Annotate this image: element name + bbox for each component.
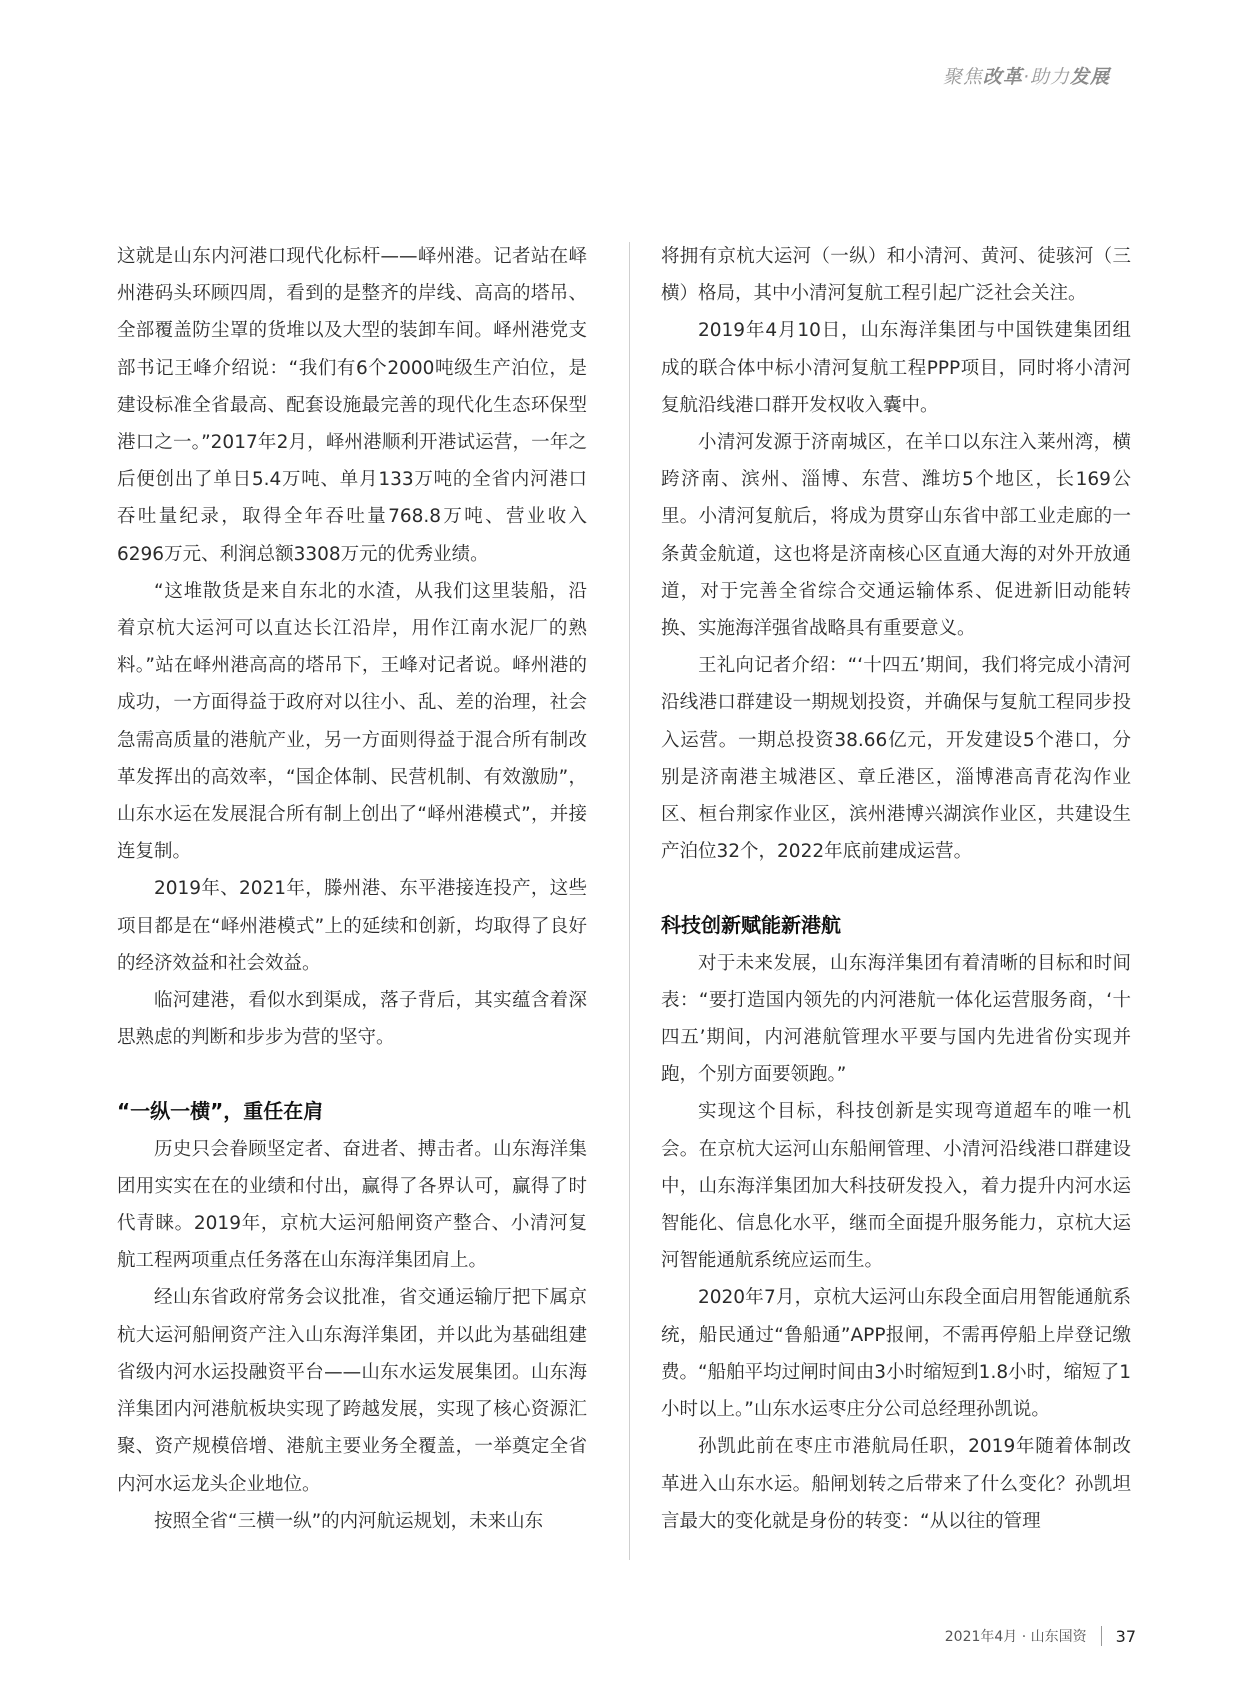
header-prefix: 聚焦 bbox=[942, 66, 983, 88]
header-bold-1: 改革 bbox=[982, 66, 1023, 88]
header-bold-2: 发展 bbox=[1069, 66, 1110, 88]
left-column bbox=[117, 238, 587, 1540]
section-header bbox=[943, 62, 1110, 89]
right-column bbox=[661, 238, 1131, 1540]
paragraph: 临河建港，看似水到渠成，落子背后，其实蕴含着深思熟虑的判断和步步为营的坚守。 bbox=[117, 990, 587, 1049]
paragraph: 这就是山东内河港口现代化标杆——峄州港。记者站在峄州港码头环顾四周，看到的是整齐的岸线、高高的塔吊、全部覆盖防尘罩的货堆以及大型的装卸车间。峄州港党支部书记王峰介绍说：“我们有6个2000吨级生产泊位，是建设标准全省最高、配套设施最完善的现代化生态环保型港口之一。”2017年2月，峄州港顺利开港试运营，一年之后便创出了单日5.4万吨、单月133万吨的全省内河港口吞吐量纪录，取得全年吞吐量768.8万吨、营业收入6296万元、利润总额3308万元的优秀业绩。 bbox=[117, 246, 587, 565]
paragraph: 对于未来发展，山东海洋集团有着清晰的目标和时间表：“要打造国内领先的内河港航一体化运营服务商，‘十四五’期间，内河港航管理水平要与国内先进省份实现并跑，个别方面要领跑。” bbox=[661, 952, 1131, 1086]
paragraph: 按照全省“三横一纵”的内河航运规划，未来山东 bbox=[154, 1510, 544, 1532]
page-number: 37 bbox=[1115, 1626, 1136, 1646]
section-gap bbox=[661, 870, 1131, 907]
paragraph: 历史只会眷顾坚定者、奋进者、搏击者。山东海洋集团用实实在在的业绩和付出，赢得了各界认可，赢得了时代青睐。2019年，京杭大运河船闸资产整合、小清河复航工程两项重点任务落在山东海洋集团肩上。 bbox=[117, 1138, 587, 1272]
paragraph: 2020年7月，京杭大运河山东段全面启用智能通航系统，船民通过“鲁船通”APP报闸，不需再停船上岸登记缴费。“船舶平均过闸时间由3小时缩短到1.8小时，缩短了1小时以上。”山东水运枣庄分公司总经理孙凯说。 bbox=[661, 1287, 1131, 1421]
paragraph: 小清河发源于济南城区，在羊口以东注入莱州湾，横跨济南、滨州、淄博、东营、潍坊5个地区，长169公里。小清河复航后，将成为贯穿山东省中部工业走廊的一条黄金航道，这也将是济南核心区直通大海的对外开放通道，对于完善全省综合交通运输体系、促进新旧动能转换、实施海洋强省战略具有重要意义。 bbox=[661, 432, 1131, 640]
page-footer bbox=[945, 1626, 1136, 1646]
section-heading: “一纵一横”，重任在肩 bbox=[117, 1099, 324, 1124]
section-heading: 科技创新赋能新港航 bbox=[661, 913, 841, 938]
paragraph: 2019年、2021年，滕州港、东平港接连投产，这些项目都是在“峄州港模式”上的延续和创新，均取得了良好的经济效益和社会效益。 bbox=[117, 878, 587, 974]
column-divider bbox=[629, 242, 630, 1560]
paragraph: 孙凯此前在枣庄市港航局任职，2019年随着体制改革进入山东水运。船闸划转之后带来了什么变化？孙凯坦言最大的变化就是身份的转变：“从以往的管理 bbox=[661, 1436, 1131, 1532]
paragraph: 经山东省政府常务会议批准，省交通运输厅把下属京杭大运河船闸资产注入山东海洋集团，并以此为基础组建省级内河水运投融资平台——山东水运发展集团。山东海洋集团内河港航板块实现了跨越发展，实现了核心资源汇聚、资产规模倍增、港航主要业务全覆盖，一举奠定全省内河水运龙头企业地位。 bbox=[117, 1287, 587, 1495]
section-gap bbox=[117, 1056, 587, 1093]
paragraph: 实现这个目标，科技创新是实现弯道超车的唯一机会。在京杭大运河山东船闸管理、小清河沿线港口群建设中，山东海洋集团加大科技研发投入，着力提升内河水运智能化、信息化水平，继而全面提升服务能力，京杭大运河智能通航系统应运而生。 bbox=[661, 1101, 1131, 1272]
paragraph: 将拥有京杭大运河（一纵）和小清河、黄河、徒骇河（三横）格局，其中小清河复航工程引起广泛社会关注。 bbox=[661, 246, 1131, 305]
paragraph: 王礼向记者介绍：“‘十四五’期间，我们将完成小清河沿线港口群建设一期规划投资，并确保与复航工程同步投入运营。一期总投资38.66亿元，开发建设5个港口，分别是济南港主城港区、章丘港区，淄博港高青花沟作业区、桓台荆家作业区，滨州港博兴湖滨作业区，共建设生产泊位32个，2022年底前建成运营。 bbox=[661, 655, 1131, 863]
issue-label: 2021年4月 · 山东国资 bbox=[944, 1629, 1087, 1645]
header-middle: ·助力 bbox=[1022, 66, 1070, 88]
paragraph: 2019年4月10日，山东海洋集团与中国铁建集团组成的联合体中标小清河复航工程PPP项目，同时将小清河复航沿线港口群开发权收入囊中。 bbox=[661, 320, 1131, 416]
paragraph: “这堆散货是来自东北的水渣，从我们这里装船，沿着京杭大运河可以直达长江沿岸，用作江南水泥厂的熟料。”站在峄州港高高的塔吊下，王峰对记者说。峄州港的成功，一方面得益于政府对以往小、乱、差的治理，社会急需高质量的港航产业，另一方面则得益于混合所有制改革发挥出的高效率，“国企体制、民营机制、有效激励”，山东水运在发展混合所有制上创出了“峄州港模式”，并接连复制。 bbox=[117, 580, 587, 863]
footer-divider bbox=[1101, 1626, 1102, 1646]
